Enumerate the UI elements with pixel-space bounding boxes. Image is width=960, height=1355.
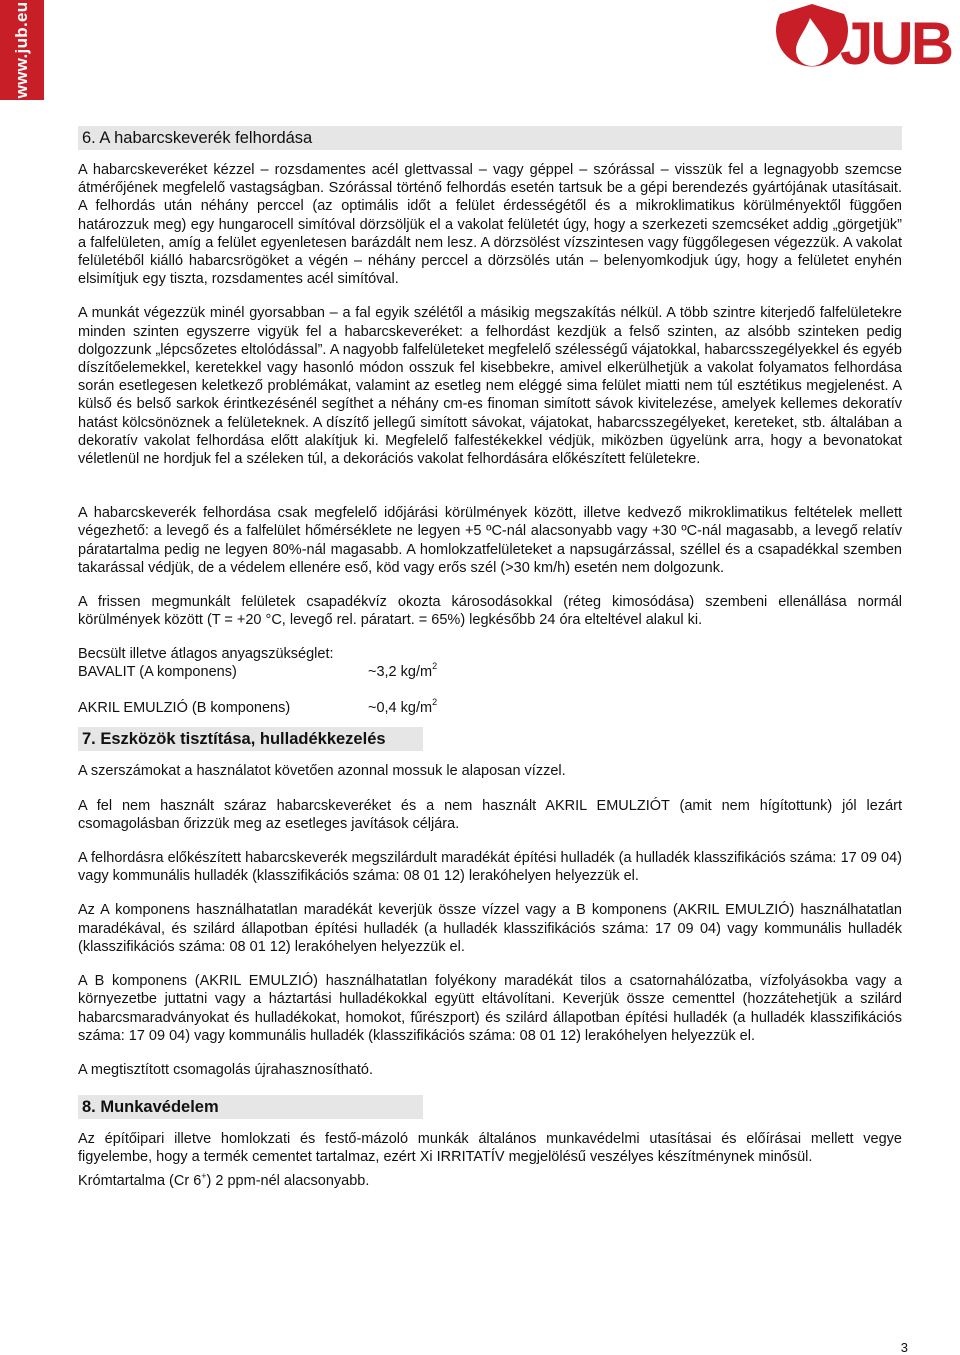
section-6-paragraph-2: A munkát végezzük minél gyorsabban – a fal egyik szélétől a másikig megszakítás nélkül. A több szintre kiterjedő falfelületekre minden szinten egyszerre vigyük fel a habarcskeveréket: a felhordást kezdjük a felső szinten, az alsóbb szinteken pedig dolgozzunk „lépcsőzetes eltolódással”. A nagyobb falfelületeket megfelelő szélességű vájatokkal, habarcsszegélyekkel és egyéb díszítőelemekkel, keretekkel vagy hasonló módon osszuk fel kisebbekre, amivel elkerülhetjük a vakolat folyamatos felhordása során esetlegesen keletkező problémákat, valamint az esetleg nem eléggé sima felület miatti nem túl esztétikus megjelenést. A külső és belső sarkok érintkezésénél segíthet a néhány cm-es finoman simított sávok kivitelezése, amelyek kellemes dekoratív hatást kölcsönöznek a felületeknek. A díszítő jellegű simított sávokat, vájatokat, habarcsszegélyeket, kereteket, stb. általában a dekoratív vakolat felhordása előtt alakítjuk ki. Megfelelő falfestékekkel védjük, miközben ügyelünk arra, hogy a bevonatokat véletlenül ne hordjuk fel a széleken túl, a dekorációs vakolat felhordására előkészített felületekre. <box>78 305 902 468</box>
section-6-title: 6. A habarcskeverék felhordása <box>78 126 902 150</box>
document-body <box>78 126 902 1190</box>
section-8-title: 8. Munkavédelem <box>78 1095 423 1119</box>
consumption-value: ~3,2 $kg/m^2$ <box>368 661 438 681</box>
jub-logo <box>770 4 952 77</box>
section-8-paragraph-2: Krómtartalma (Cr 6+) 2 ppm-nél alacsonyabb. <box>78 1170 370 1189</box>
consumption-row-a <box>78 663 902 681</box>
section-7-title: 7. Eszközök tisztítása, hulladékkezelés <box>78 727 423 751</box>
consumption-box <box>78 645 902 717</box>
section-7-paragraph-5: A B komponens (AKRIL EMULZIÓ) használhatatlan folyékony maradékát tilos a csatornahálózatba, vízfolyásokba vagy a környezetbe juttatni vagy a háztartási hulladékokkal együtt eltávolítani. Keverjük össze cementtel (hozzátehetjük a szilárd habarcsmaradványokat és hulladékokat, homokot, fűrészport) és szilárd állapotban építési hulladék (a hulladék klasszifikációs száma: 17 09 04) vagy kommunális hulladék (klasszifikációs száma: 08 01 12) lerakóhelyen helyezzük el. <box>78 973 902 1044</box>
section-7-paragraph-1: A szerszámokat a használatot követően azonnal mossuk le alaposan vízzel. <box>78 763 566 780</box>
section-7-paragraph-4: Az A komponens használhatatlan maradékát keverjük össze vízzel vagy a B komponens (AKRIL EMULZIÓ) használhatatlan maradékával, és szilárd állapotban építési hulladék (a hulladék klasszifikációs száma: 17 09 04) vagy kommunális hulladék (klasszifikációs száma: 08 01 12) lerakóhelyen helyezzük el. <box>78 902 902 955</box>
svg-text:JUB: JUB <box>840 10 952 77</box>
section-8-paragraph-1: Az építőipari illetve homlokzati és festő-mázoló munkák általános munkavédelmi utasításai és előírásai mellett vegye figyelembe, hogy a termék cementet tartalmaz, ezért Xi IRRITATÍV megjelölésű veszélyes készítménynek minősül. <box>78 1131 902 1166</box>
website-side-band <box>0 0 44 100</box>
section-7-paragraph-3: A felhordásra előkészített habarcskeverék megszilárdult maradékát építési hulladék (a hulladék klasszifikációs száma: 17 09 04) vagy kommunális hulladék (klasszifikációs száma: 08 01 12) lerakóhelyen helyezzük el. <box>78 850 902 885</box>
website-url[interactable]: www.jub.eu <box>12 1 31 99</box>
section-6-paragraph-1: A habarcskeveréket kézzel – rozsdamentes acél glettvassal – vagy géppel – szórással – visszük fel a legnagyobb szemcse átmérőjének megfelelő vastagságban. Szórással történő felhordás esetén tartsuk be a gépi berendezés gyártójának utasításait. A felhordás után néhány perccel (az optimális időt a felület érdességétől és a mikroklimatikus körülményektől függően határozzuk meg) egy hungarocell simítóval dörzsöljük el a vakolat felületét úgy, hogy a szerkezeti szemcséket addig „görgetjük” a falfelületen, amíg a felület egyenletesen barázdált nem lesz. A dörzsölést vízszintesen vagy függőlegesen végezzük. A vakolat felületéből kiálló habarcsrögöket a végén – néhány perccel a dörzsölés után – belenyomkodjuk úgy, hogy a felületet enyhén elsimítjuk egy tiszta, rozsdamentes acél simítóval. <box>78 162 902 288</box>
page-number: 3 <box>900 1340 908 1355</box>
consumption-row-b <box>78 699 902 717</box>
section-6-paragraph-4: A frissen megmunkált felületek csapadékvíz okozta károsodásokkal (réteg kimosódása) szembeni ellenállása normál körülmények között (T = +20 °C, levegő rel. páratart. = 65%) legkésőbb 24 óra elteltével alakul ki. <box>78 594 902 629</box>
section-7-paragraph-6: A megtisztított csomagolás újrahasznosítható. <box>78 1061 373 1078</box>
section-6-paragraph-3: A habarcskeverék felhordása csak megfelelő időjárási körülmények között, illetve kedvező mikroklimatikus feltételek mellett végezhető: a levegő és a falfelület hőmérséklete ne legyen +5 ºC-nál alacsonyabb vagy +30 ºC-nál magasabb, a levegő relatív páratartalma pedig ne legyen 80%-nál magasabb. A homlokzatfelületeket a napsugárzással, széllel és a csapadékkal szemben takarással védjük, de a védelem ellenére eső, köd vagy erős szél (>30 km/h) esetén nem dolgozunk. <box>78 505 902 576</box>
consumption-name: BAVALIT (A komponens) <box>78 664 237 681</box>
section-7-paragraph-2: A fel nem használt száraz habarcskeveréket és a nem használt AKRIL EMULZIÓT (amit nem hígítottunk) jól lezárt csomagolásban őrizzük meg az esetleges javítások céljára. <box>78 797 902 832</box>
consumption-heading: Becsült illetve átlagos anyagszükséglet: <box>78 646 334 663</box>
consumption-name: AKRIL EMULZIÓ (B komponens) <box>78 700 291 717</box>
consumption-value: ~0,4 $kg/m^2$ <box>368 697 438 717</box>
